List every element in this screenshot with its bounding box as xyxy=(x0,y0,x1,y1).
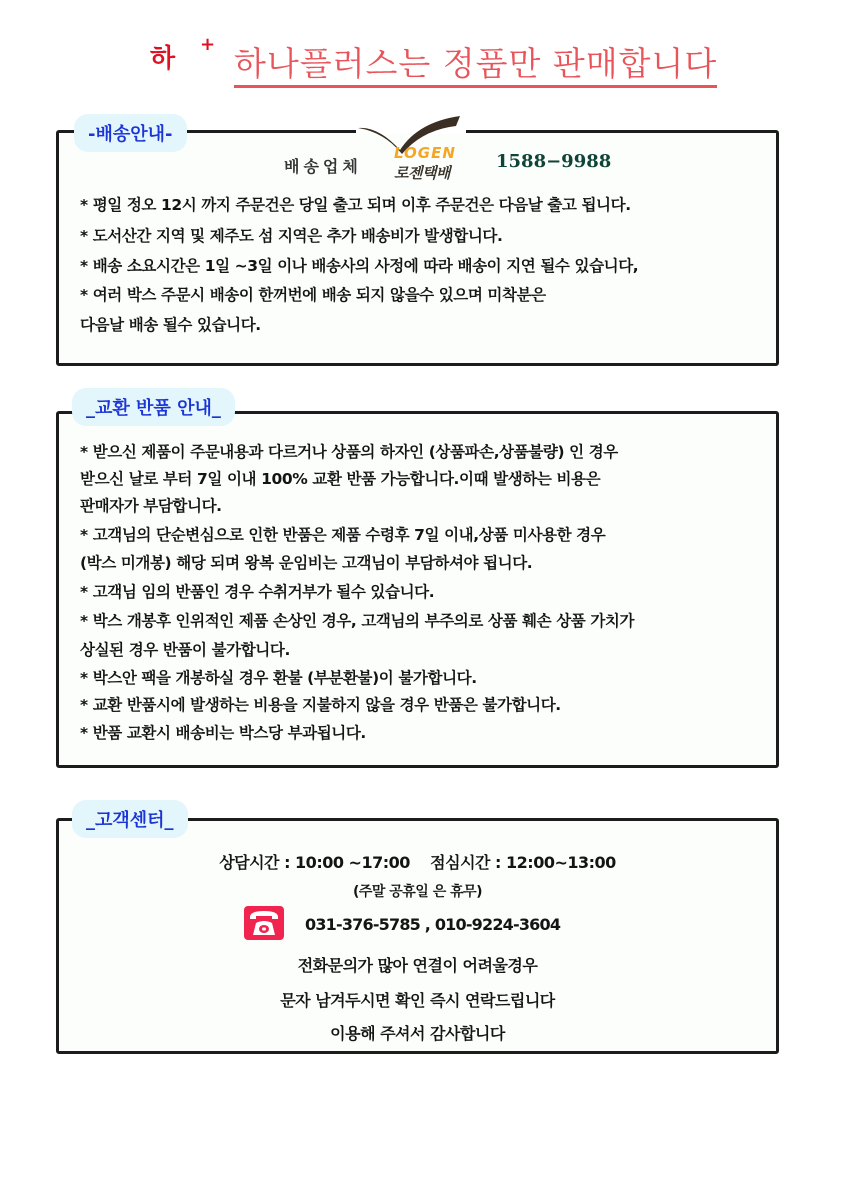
customer-phone-numbers: 031-376-5785 , 010-9224-3604 xyxy=(305,915,561,934)
returns-section-tag: _교환 반품 안내_ xyxy=(72,388,235,426)
consultation-hours: 상담시간 : 10:00 ~17:00 점심시간 : 12:00~13:00 xyxy=(219,853,616,872)
shipping-line: 다음날 배송 될수 있습니다. xyxy=(80,316,261,334)
customer-center-tag: _고객센터_ xyxy=(72,800,188,838)
page-header xyxy=(150,34,730,94)
telephone-icon xyxy=(243,905,285,941)
customer-note: 전화문의가 많아 연결이 어려울경우 xyxy=(297,956,538,975)
customer-note: 이용해 주셔서 감사합니다 xyxy=(330,1024,505,1043)
returns-line: * 고객님 임의 반품인 경우 수취거부가 될수 있습니다. xyxy=(80,583,435,601)
returns-line: * 받으신 제품이 주문내용과 다르거나 상품의 하자인 (상품파손,상품불량) 인 경우 xyxy=(80,443,618,461)
shipping-section-tag: -배송안내- xyxy=(74,114,187,152)
logo-plus-icon: + xyxy=(200,34,216,55)
carrier-label: 배송업체 xyxy=(284,157,362,176)
carrier-phone: 1588−9988 xyxy=(496,151,612,172)
logo-mark: 하 xyxy=(150,44,174,74)
logen-logo xyxy=(394,144,474,183)
returns-line: * 고객님의 단순변심으로 인한 반품은 제품 수령후 7일 이내,상품 미사용한 경우 xyxy=(80,526,606,544)
returns-line: (박스 미개봉) 해당 되며 왕복 운임비는 고객님이 부담하셔야 됩니다. xyxy=(80,554,533,572)
hanaplus-logo xyxy=(150,34,220,74)
returns-line: * 반품 교환시 배송비는 박스당 부과됩니다. xyxy=(80,724,366,742)
holiday-note: (주말 공휴일 은 휴무) xyxy=(352,884,483,900)
returns-line: * 교환 반품시에 발생하는 비용을 지불하지 않을 경우 반품은 불가합니다. xyxy=(80,696,561,714)
page-title: 하나플러스는 정품만 판매합니다 xyxy=(234,44,717,88)
shipping-line: * 도서산간 지역 및 제주도 섬 지역은 추가 배송비가 발생합니다. xyxy=(80,227,503,245)
customer-note: 문자 남겨두시면 확인 즉시 연락드립니다 xyxy=(280,991,555,1010)
returns-line: 받으신 날로 부터 7일 이내 100% 교환 반품 가능합니다.이때 발생하는 비용은 xyxy=(80,470,601,488)
returns-line: 상실된 경우 반품이 불가합니다. xyxy=(80,641,290,659)
shipping-line: * 배송 소요시간은 1일 ~3일 이나 배송사의 사정에 따라 배송이 지연 될수 있습니다, xyxy=(80,257,639,275)
returns-line: 판매자가 부담합니다. xyxy=(80,497,222,515)
logen-logo-ko: 로젠택배 xyxy=(394,164,450,182)
returns-line: * 박스안 팩을 개봉하실 경우 환불 (부분환불)이 불가합니다. xyxy=(80,669,477,687)
returns-line: * 박스 개봉후 인위적인 제품 손상인 경우, 고객님의 부주의로 상품 훼손 상품 가치가 xyxy=(80,612,635,630)
logen-logo-en: LOGEN xyxy=(394,144,456,162)
shipping-line: * 여러 박스 주문시 배송이 한꺼번에 배송 되지 않을수 있으며 미착분은 xyxy=(80,286,546,304)
shipping-line: * 평일 정오 12시 까지 주문건은 당일 출고 되며 이후 주문건은 다음날 출고 됩니다. xyxy=(80,196,631,214)
